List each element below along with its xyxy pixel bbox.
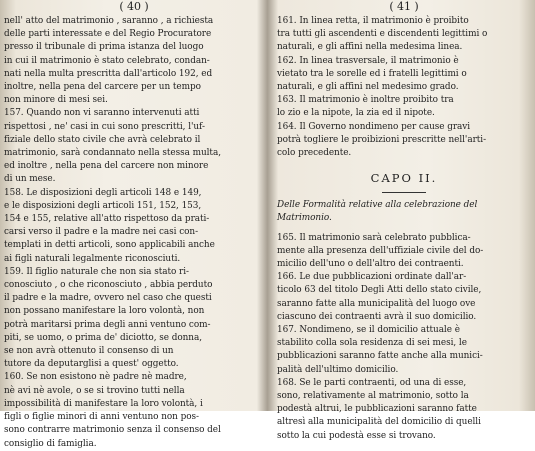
text-line: e le disposizioni degli articoli 151, 152, 153, (4, 200, 202, 211)
text-line: 163. Il matrimonio è inoltre proibito tra (277, 95, 454, 106)
text-line: lo zio e la nipote, la zia ed il nipote. (277, 108, 435, 119)
left-page-number: ( 40 ) (119, 0, 149, 13)
text-line: naturali, e gli affini nella medesima linea. (277, 42, 463, 53)
text-line: 162. In linea trasversale, il matrimonio è (277, 55, 459, 66)
text-line: fiziale dello stato civile che avrà celebrato il (4, 134, 201, 145)
text-line: ticolo 63 del titolo Degli Atti dello stato civile, (277, 285, 482, 296)
chapter-subtitle (277, 199, 531, 225)
text-line: stabilito colla sola residenza di sei mesi, le (277, 338, 467, 349)
text-line: il padre e la madre, ovvero nel caso che questi (4, 293, 212, 304)
text-line: vietato tra le sorelle ed i fratelli legittimi o (277, 68, 467, 79)
text-line: sono, relativamente al matrimonio, sotto la (277, 391, 469, 402)
text-line: tutore da deputarglisi a quest' oggetto. (4, 359, 179, 370)
text-line: micilio dell'uno o dell'altro dei contraenti. (277, 259, 464, 270)
right-page-number: ( 41 ) (389, 0, 419, 13)
text-line: 168. Se le parti contraenti, od una di esse, (277, 377, 467, 388)
text-line: naturali, e gli affini nel medesimo grado. (277, 82, 459, 93)
text-line: consiglio di famiglia. (4, 438, 97, 449)
text-line: palità dell'ultimo domicilio. (277, 364, 399, 375)
text-line: nell' atto del matrimonio , saranno , a richiesta (4, 16, 214, 26)
text-line: mente alla presenza dell'uffiziale civile del do- (277, 245, 484, 256)
text-line: in cui il matrimonio è stato celebrato, condan- (4, 55, 210, 66)
text-line: ed inoltre , nella pena del carcere non minore (4, 161, 209, 172)
text-line: ciascuno dei contraenti avrà il suo domicilio. (277, 311, 477, 322)
text-line: podestà altrui, le pubblicazioni saranno fatte (277, 404, 477, 415)
text-line: nati nella multa prescritta dall'articolo 192, ed (4, 68, 213, 79)
text-line: Delle Formalità relative alla celebrazione del (277, 200, 478, 211)
text-line: 158. Le disposizioni degli articoli 148 e 149, (4, 187, 202, 198)
left-page-text (4, 15, 264, 451)
left-page (4, 0, 264, 449)
text-line: 165. Il matrimonio sarà celebrato pubblica- (277, 232, 471, 243)
chapter-heading: CAPO II. (370, 171, 438, 186)
text-line: pubblicazioni saranno fatte anche alla munici- (277, 351, 483, 362)
text-line: se non avrà ottenuto il consenso di un (4, 346, 174, 357)
text-line: potrà togliere le proibizioni prescritte nell'arti- (277, 134, 487, 145)
text-line: 159. Il figlio naturale che non sia stato ri- (4, 266, 189, 277)
text-line: 157. Quando non vi saranno intervenuti atti (4, 108, 200, 119)
text-line: di un mese. (4, 174, 56, 185)
text-line: delle parti interessate e del Regio Procuratore (4, 29, 212, 40)
text-line: impossibilità di manifestare la loro volontà, i (4, 398, 203, 409)
text-line: tra tutti gli ascendenti e discendenti legittimi o (277, 29, 488, 40)
text-line: non minore di mesi sei. (4, 95, 108, 106)
text-line: 166. Le due pubblicazioni ordinate dall'ar- (277, 272, 467, 283)
text-line: saranno fatte alla municipalità del luogo ove (277, 298, 476, 309)
text-line: carsi verso il padre e la madre nei casi con- (4, 227, 199, 238)
chapter-rule (382, 192, 426, 193)
right-page (277, 0, 531, 441)
text-line: figli o figlie minori di anni ventuno non pos- (4, 412, 199, 423)
text-line: presso il tribunale di prima istanza del luogo (4, 42, 204, 53)
text-line: Matrimonio. (277, 213, 332, 224)
right-page-text-top (277, 15, 531, 160)
text-line: 160. Se non esistono nè padre nè madre, (4, 372, 187, 383)
text-line: ai figli naturali legalmente riconosciuti. (4, 253, 181, 264)
text-line: non possano manifestare la loro volontà, non (4, 306, 205, 317)
text-line: inoltre, nella pena del carcere per un tempo (4, 82, 201, 93)
text-line: colo precedente. (277, 148, 352, 159)
text-line: potrà maritarsi prima degli anni ventuno com- (4, 319, 211, 330)
text-line: sono contrarre matrimonio senza il consenso del (4, 425, 221, 436)
text-line: sotto la cui podestà esse si trovano. (277, 430, 436, 441)
text-line: conosciuto , o che riconosciuto , abbia perduto (4, 280, 213, 291)
text-line: templati in detti articoli, sono applicabili anche (4, 240, 215, 251)
text-line: piti, se uomo, o prima de' diciotto, se donna, (4, 332, 202, 343)
right-page-text-bottom (277, 232, 531, 443)
text-line: rispettosi , ne' casi in cui sono prescritti, l'uf- (4, 121, 205, 132)
text-line: nè avi nè avole, o se si trovino tutti nella (4, 385, 185, 396)
text-line: matrimonio, sarà condannato nella stessa multa, (4, 148, 221, 159)
text-line: 154 e 155, relative all'atto rispettoso da prati- (4, 214, 210, 225)
text-line: 164. Il Governo nondimeno per cause gravi (277, 121, 471, 132)
text-line: 161. In linea retta, il matrimonio è proibito (277, 16, 469, 26)
text-line: 167. Nondimeno, se il domicilio attuale è (277, 325, 460, 336)
text-line: altresì alla municipalità del domicilio di quelli (277, 417, 481, 428)
